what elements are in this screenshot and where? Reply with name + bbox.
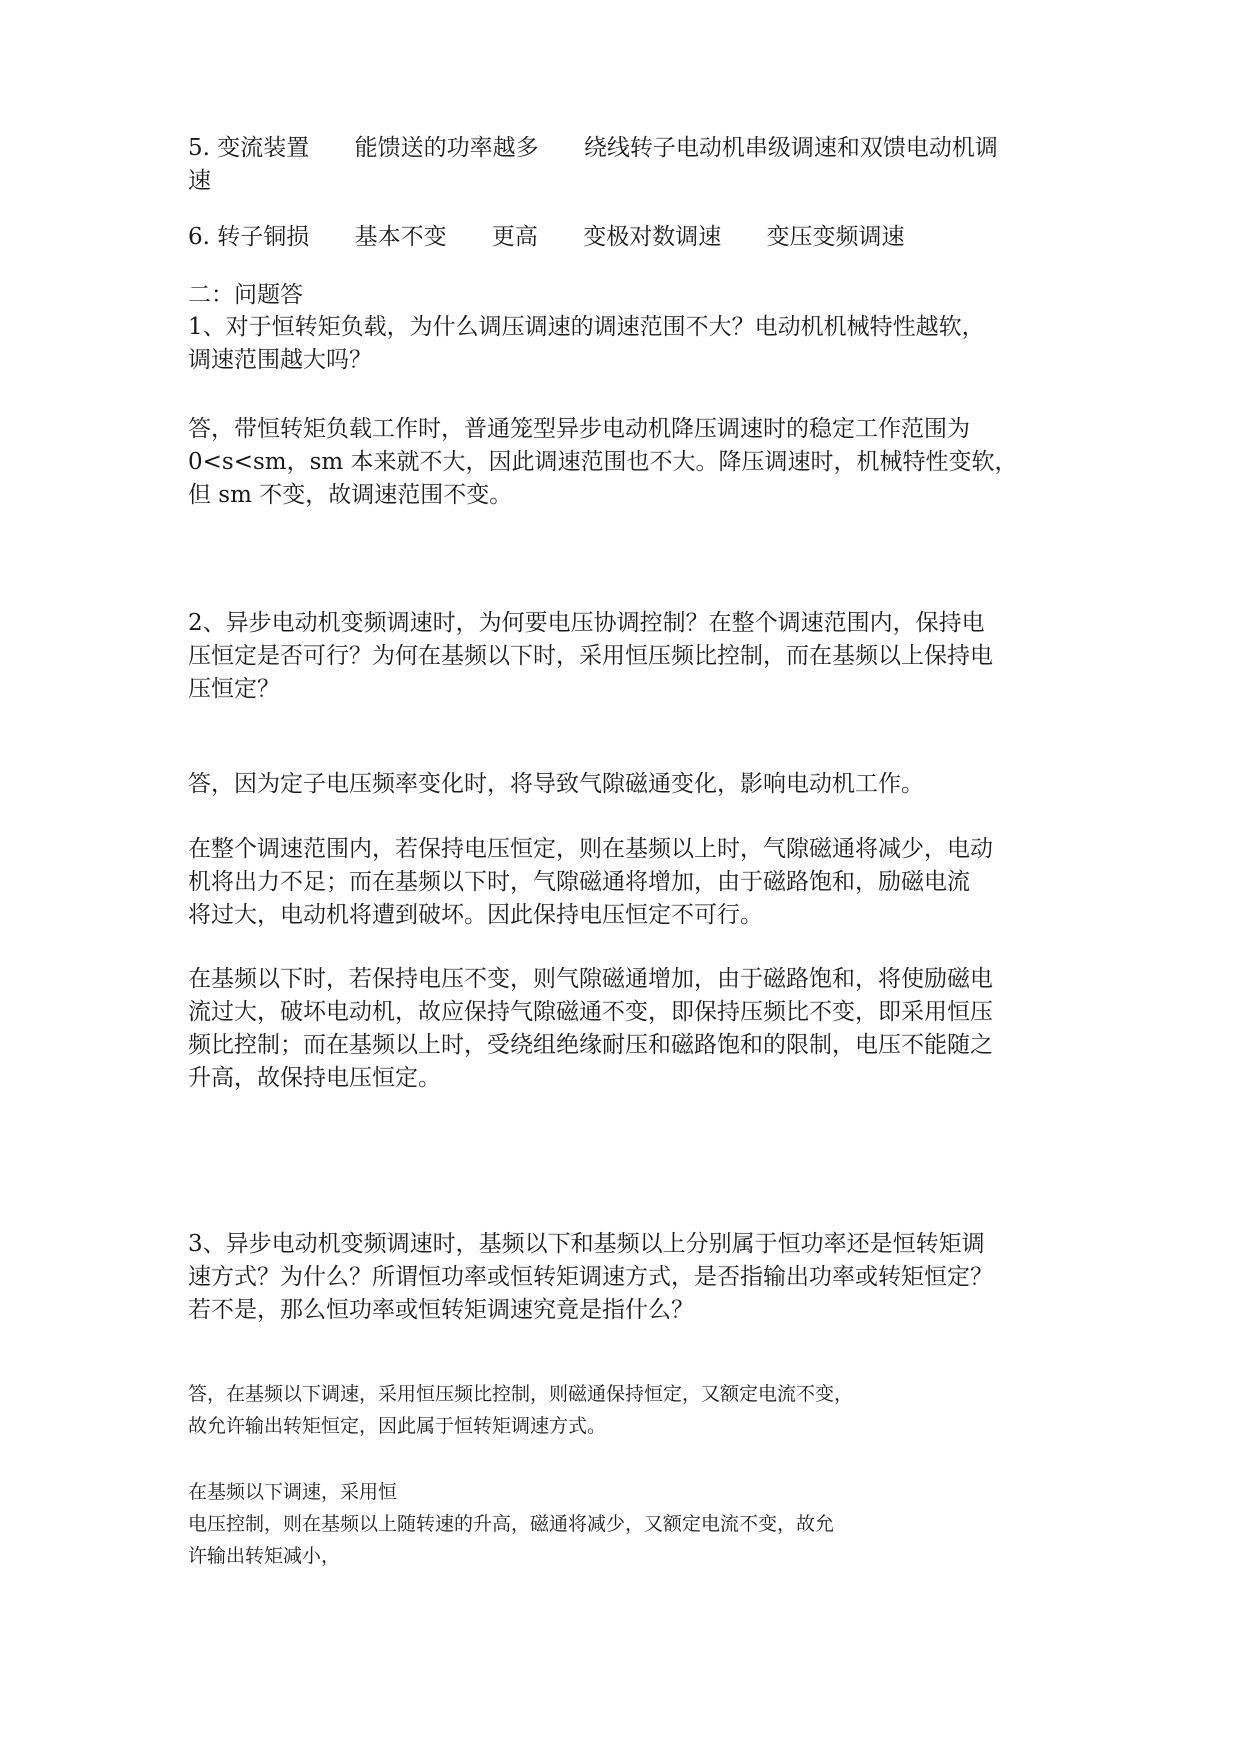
answer-3-line: 许输出转矩减小， bbox=[188, 1545, 341, 1567]
answer-blank-a: 转子铜损 bbox=[217, 224, 310, 250]
answer-3-line: 在基频以下调速，采用恒 bbox=[188, 1481, 398, 1503]
answer-blank-c: 绕线转子电动机串级调速和双馈电动机调 bbox=[583, 135, 998, 161]
question-1-line: 1、对于恒转矩负载，为什么调压调速的调速范围不大？电动机机械特性越软， bbox=[188, 314, 985, 340]
item-number: 5. bbox=[188, 135, 210, 161]
answer-2-line: 在整个调速范围内，若保持电压恒定，则在基频以上时，气隙磁通将减少，电动 bbox=[188, 836, 993, 862]
answer-1-line: 但 sm 不变，故调速范围不变。 bbox=[188, 482, 513, 508]
answer-2-line: 频比控制；而在基频以上时，受绕组绝缘耐压和磁路饱和的限制，电压不能随之 bbox=[188, 1032, 993, 1058]
answer-3-line: 答，在基频以下调速，采用恒压频比控制，则磁通保持恒定，又额定电流不变， bbox=[188, 1383, 854, 1405]
item-5-continued: 速 bbox=[188, 168, 211, 194]
answer-3-line: 故允许输出转矩恒定，因此属于恒转矩调速方式。 bbox=[188, 1415, 607, 1437]
item-6 bbox=[188, 222, 905, 252]
answer-blank-e: 变压变频调速 bbox=[766, 224, 905, 250]
answer-1-line: 0<s<sm，sm 本来就不大，因此调速范围也不大。降压调速时，机械特性变软， bbox=[188, 449, 1018, 475]
answer-1-line: 答，带恒转矩负载工作时，普通笼型异步电动机降压调速时的稳定工作范围为 bbox=[188, 416, 970, 442]
answer-blank-d: 变极对数调速 bbox=[583, 224, 722, 250]
question-2-line: 2、异步电动机变频调速时，为何要电压协调控制？在整个调速范围内，保持电 bbox=[188, 610, 985, 636]
answer-2-line: 机将出力不足；而在基频以下时，气隙磁通将增加，由于磁路饱和，励磁电流 bbox=[188, 869, 970, 895]
answer-blank-b: 基本不变 bbox=[354, 224, 447, 250]
question-3-line: 若不是，那么恒功率或恒转矩调速究竟是指什么？ bbox=[188, 1297, 694, 1323]
answer-2-line: 将过大，电动机将遭到破坏。因此保持电压恒定不可行。 bbox=[188, 902, 763, 928]
item-5 bbox=[188, 133, 998, 163]
item-number: 6. bbox=[188, 224, 210, 250]
question-3-line: 速方式？为什么？所谓恒功率或恒转矩调速方式，是否指输出功率或转矩恒定？ bbox=[188, 1264, 993, 1290]
answer-2-line: 答，因为定子电压频率变化时，将导致气隙磁通变化，影响电动机工作。 bbox=[188, 771, 924, 797]
answer-2-line: 升高，故保持电压恒定。 bbox=[188, 1065, 441, 1091]
question-3-line: 3、异步电动机变频调速时，基频以下和基频以上分别属于恒功率还是恒转矩调 bbox=[188, 1231, 985, 1257]
answer-blank-a: 变流装置 bbox=[217, 135, 310, 161]
answer-2-line: 流过大，破坏电动机，故应保持气隙磁通不变，即保持压频比不变，即采用恒压 bbox=[188, 999, 993, 1025]
answer-3-line: 电压控制，则在基频以上随转速的升高，磁通将减少，又额定电流不变，故允 bbox=[188, 1513, 835, 1535]
answer-blank-b: 能馈送的功率越多 bbox=[354, 135, 539, 161]
question-1-line: 调速范围越大吗？ bbox=[188, 347, 372, 373]
answer-blank-c: 更高 bbox=[491, 224, 538, 250]
question-2-line: 压恒定？ bbox=[188, 676, 280, 702]
answer-2-line: 在基频以下时，若保持电压不变，则气隙磁通增加，由于磁路饱和，将使励磁电 bbox=[188, 966, 993, 992]
section-title: 二：问题答 bbox=[188, 282, 303, 308]
question-2-line: 压恒定是否可行？为何在基频以下时，采用恒压频比控制，而在基频以上保持电 bbox=[188, 643, 993, 669]
